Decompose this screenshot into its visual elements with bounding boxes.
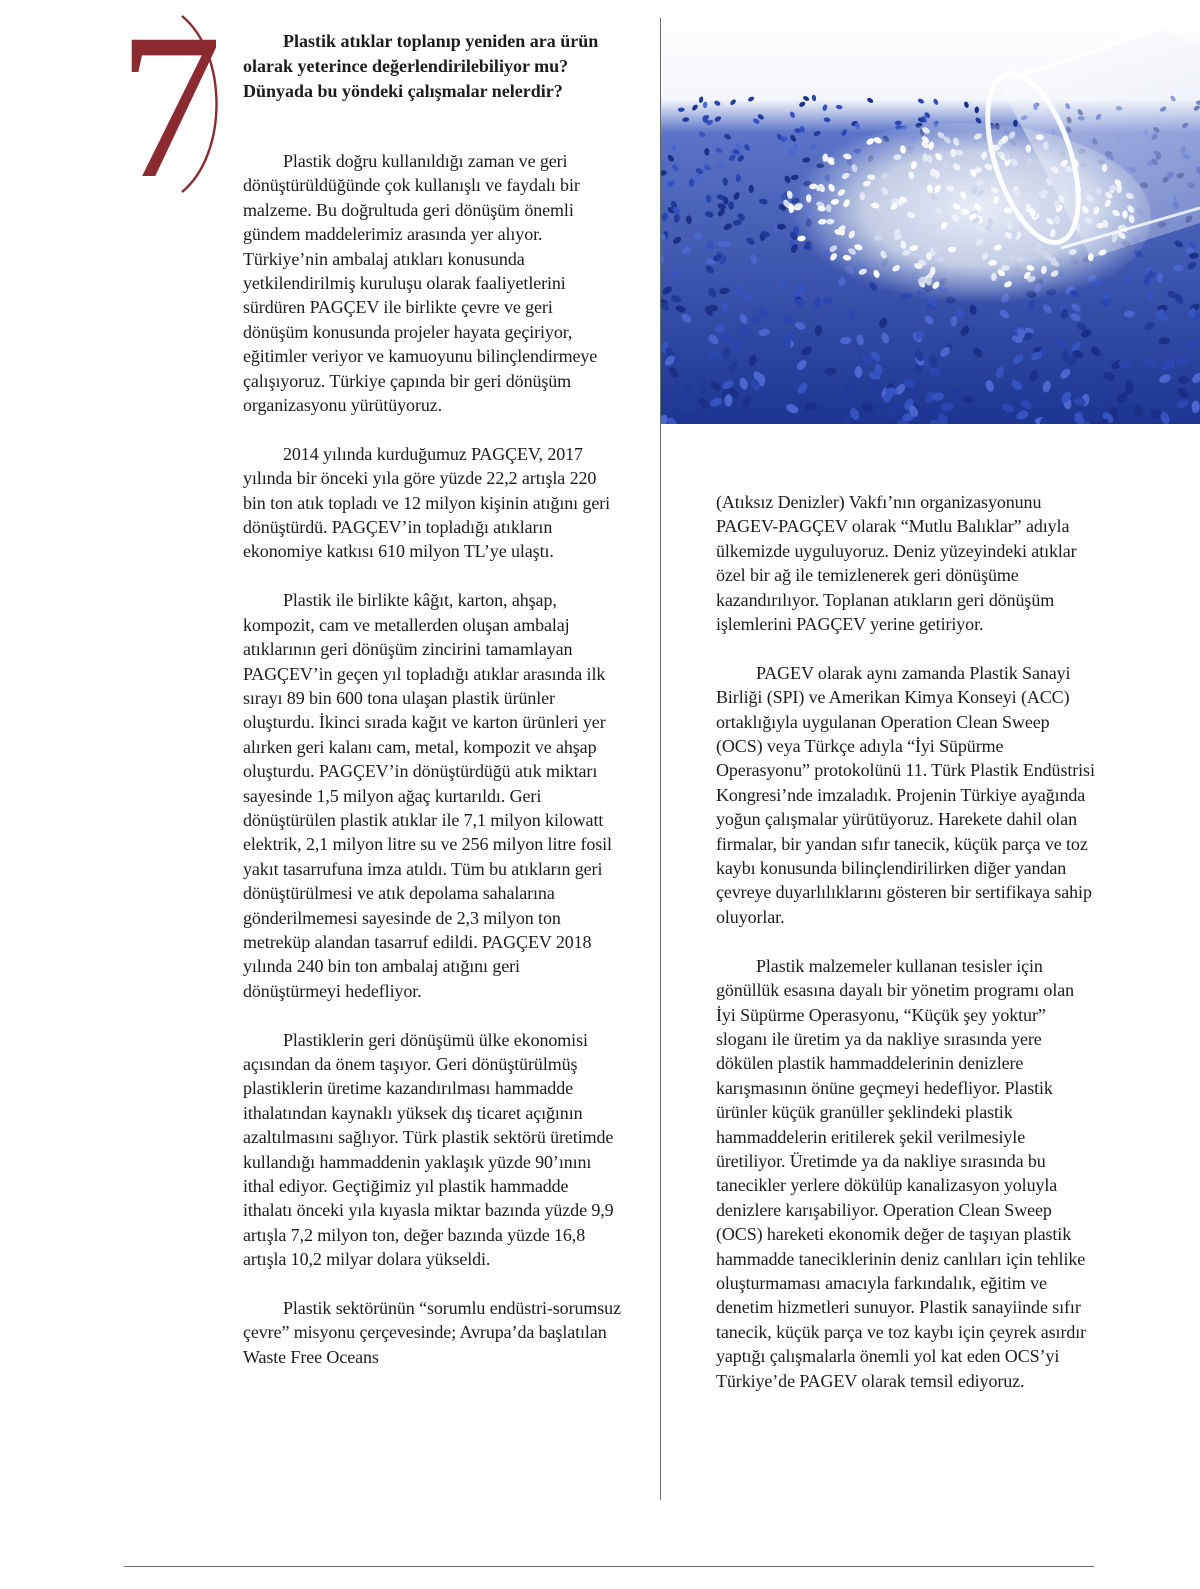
paragraph: Plastik ile birlikte kâğıt, karton, ahşap, kompozit, cam ve metallerden oluşan ambalaj atıklarının geri dönüşüm zincirini tamamlayan PAGÇEV’in geçen yıl topladığı atıklar arasında ilk sırayı 89 bin 600 tona ulaşan plastik ürünler oluşturdu. İkinci sırada kağıt ve karton ürünleri yer alırken geri kalanı cam, metal, kompozit ve ahşap oluşturdu. PAGÇEV’in dönüştürdüğü atık miktarı sayesinde 1,5 milyon ağaç kurtarıldı. Geri dönüştürülen plastik atıklar ile 7,1 milyon kilowatt elektrik, 2,1 milyon litre su ve 256 milyon litre fosil yakıt tasarrufuna imza atıldı. Tüm bu atıkların geri dönüştürülmesi ve atık depolama sahalarına gönderilmemesi sayesinde de 2,3 milyon ton metreküp alandan tasarruf edildi. PAGÇEV 2018 yılında 240 bin ton ambalaj atığını geri dönüştürmeyi hedefliyor. — [243, 590, 612, 1001]
section-number-bracket — [176, 14, 236, 194]
paragraph: Plastik doğru kullanıldığı zaman ve geri dönüştürüldüğünde çok kullanışlı ve faydalı bir malzeme. Bu doğrultuda geri dönüşüm önemli gündem maddelerimiz arasında yer alıyor. Türkiye’nin ambalaj atıkları konusunda yetkilendirilmiş kuruluşu olarak faaliyetlerini sürdüren PAGÇEV ile birlikte çevre ve geri dönüşüm konusunda projeler hayata geçiriyor, eğitimler veriyor ve kamuoyunu bilinçlendirmeye çalışıyoruz. Türkiye çapında bir geri dönüşüm organizasyonu yürütüyoruz. — [243, 151, 598, 416]
paragraph: 2014 yılında kurduğumuz PAGÇEV, 2017 yılında bir önceki yıla göre yüzde 22,2 artışla 220 bin ton atık topladı ve 12 milyon kişinin atığını geri dönüştürdü. PAGÇEV’in topladığı atıkların ekonomiye katkısı 610 milyon TL’ye ulaştı. — [243, 443, 611, 562]
footer-rule — [124, 1566, 1094, 1567]
paragraph: (Atıksız Denizler) Vakfı’nın organizasyonunu PAGEV-PAGÇEV olarak “Mutlu Balıklar” adıyla ülkemizde uyguluyoruz. Deniz yüzeyindeki atıklar özel bir ağ ile temizlenerek geri dönüşüme kazandırılıyor. Toplanan atıkların geri dönüşüm işlemlerini PAGÇEV yerine getiriyor. — [716, 492, 1077, 635]
paragraph: Plastik malzemeler kullanan tesisler için gönüllük esasına dayalı bir yönetim programı olan İyi Süpürme Operasyonu, “Küçük şey yoktur” sloganı ile üretim ya da nakliye sırasında yere dökülen plastik hammaddelerinin denizlere karışmasının önüne geçmeyi hedefliyor. Plastik ürünler küçük granüller şeklindeki plastik hammaddelerin eritilerek şekil verilmesiyle üretiliyor. Üretimde ya da nakliye sırasında bu tanecikler yerlere dökülüp kanalizasyon yoluyla denizlere karışabiliyor. Operation Clean Sweep (OCS) hareketi ekonomik değer de taşıyan plastik hammadde taneciklerinin deniz canlıları için tehlike oluşturmaması amacıyla farkındalık, eğitim ve denetim hizmetleri sunuyor. Plastik sanayiinde sıfır tanecik, küçük parça ve toz kaybı için çeyrek asırdır yaptığı çalışmalarla önemli yol kat eden OCS’yi Türkiye’de PAGEV olarak temsil ediyoruz. — [716, 955, 1087, 1391]
paragraph: Plastiklerin geri dönüşümü ülke ekonomisi açısından da önem taşıyor. Geri dönüştürülmüş plastiklerin üretime kazandırılması hammadde ithalatından kaynaklı yüksek dış ticaret açığının azaltılmasını sağlıyor. Türk plastik sektörü üretimde kullandığı hammaddenin yaklaşık yüzde 90’ınını ithal ediyor. Geçtiğimiz yıl plastik hammadde ithalatı önceki yıla kıyasla miktar bazında yüzde 9,9 artışla 7,2 milyon ton, değer bazında yüzde 16,8 artışla 10,2 milyar dolara yükseldi. — [243, 1029, 614, 1270]
blue-pellet — [941, 403, 953, 411]
paragraph: PAGEV olarak aynı zamanda Plastik Sanayi Birliği (SPI) ve Amerikan Kimya Konseyi (ACC) ortaklığıyla uygulanan Operation Clean Sweep (OCS) veya Türkçe adıyla “İyi Süpürme Operasyonu” protokolünü 11. Türk Plastik Endüstrisi Kongresi’nde imzaladık. Projenin Türkiye ayağında yoğun çalışmalar yürütüyoruz. Harekete dahil olan firmalar, bir yandan sıfır tanecik, küçük parça ve toz kaybı konusunda bilinçlendirilirken diğer yandan çevreye duyarlılıklarını gösteren bir sertifikaya sahip oluyorlar. — [716, 662, 1095, 927]
question-heading: Plastik atıklar toplanıp yeniden ara ürün olarak yeterince değerlendirilebiliyor mu? Dünyada bu yöndeki çalışmalar nelerdir? — [243, 31, 599, 101]
right-column — [716, 490, 1098, 1417]
blue-pellet — [728, 201, 734, 210]
left-column — [243, 149, 621, 1394]
plastic-pellets-photo — [661, 8, 1200, 424]
pellets-illustration — [661, 8, 1200, 424]
section-number: 7 — [118, 0, 222, 221]
blue-pellet — [855, 366, 863, 378]
paragraph: Plastik sektörünün “sorumlu endüstri-sorumsuz çevre” misyonu çerçevesinde; Avrupa’da başlatılan Waste Free Oceans — [243, 1298, 621, 1367]
blue-pellet — [1062, 351, 1069, 362]
blue-pellet — [775, 395, 787, 403]
blue-pellet — [1178, 376, 1190, 384]
